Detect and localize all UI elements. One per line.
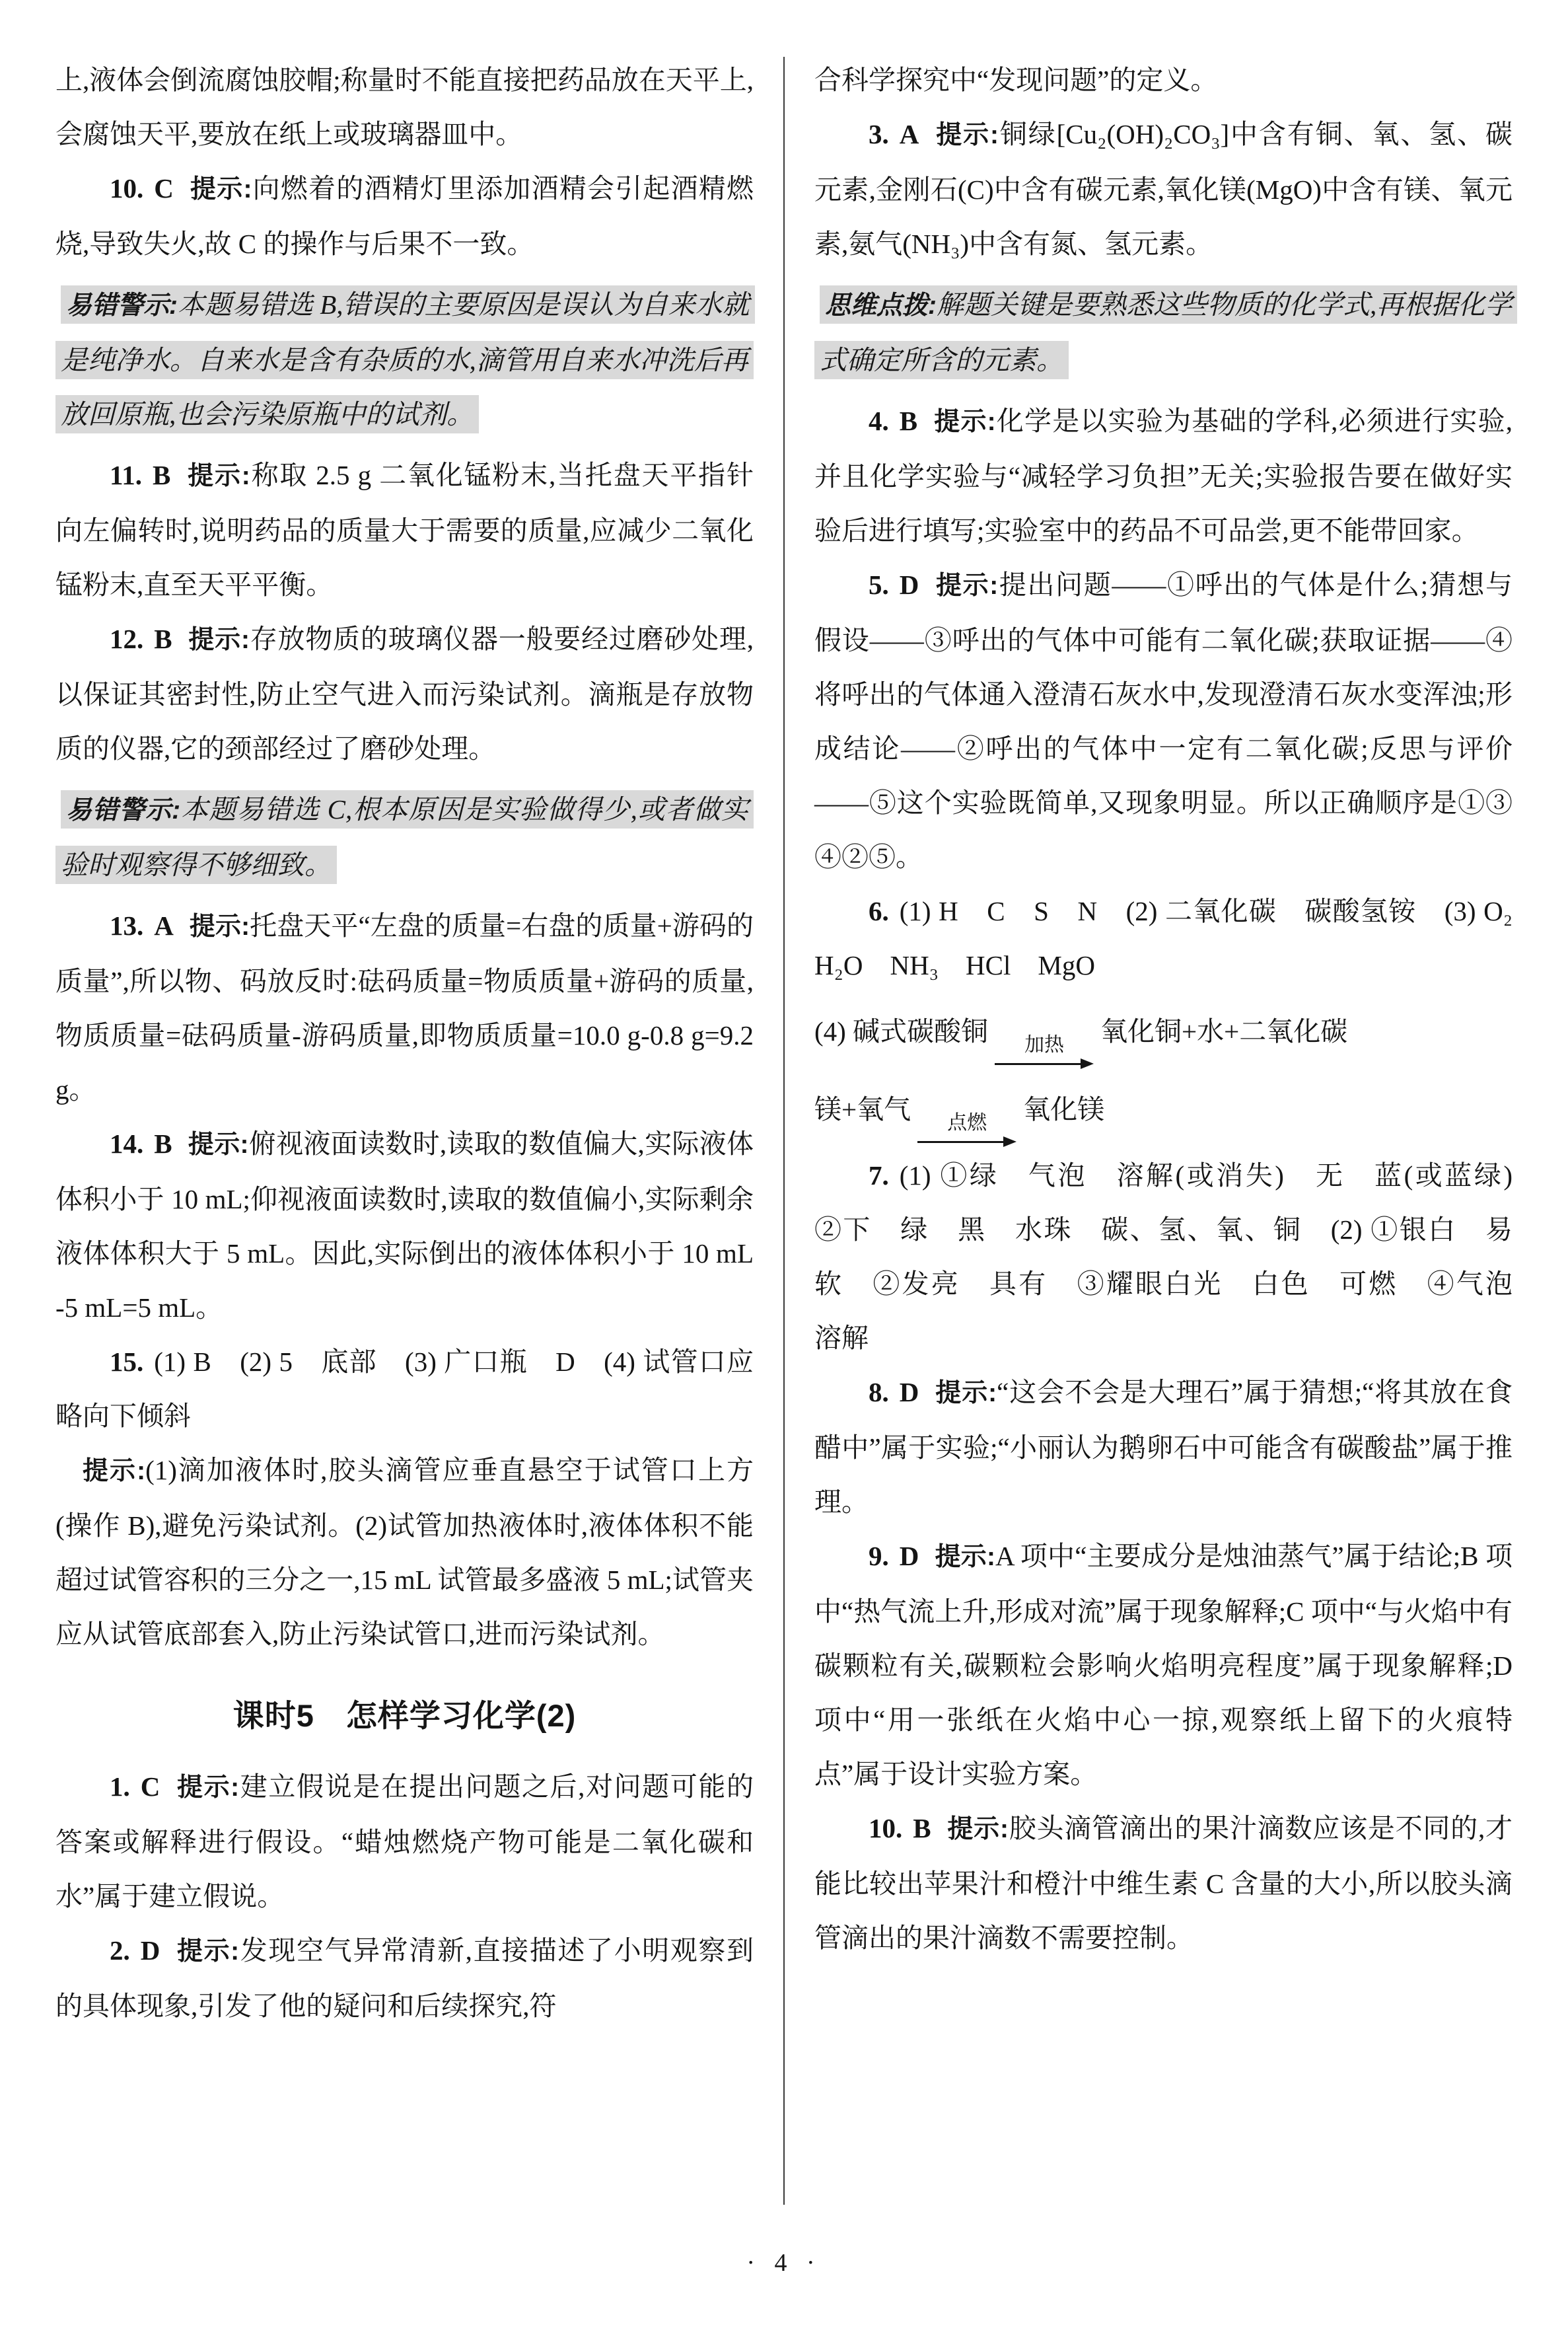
answer-letter: C [140, 1771, 160, 1802]
hint-label: 提示: [188, 626, 250, 654]
hint-label: 提示: [188, 1130, 249, 1159]
hint-label: 提示: [935, 121, 999, 149]
answer-letter: A [154, 910, 174, 941]
answer-text: 化学是以实验为基础的学科,必须进行实验,并且化学实验与“减轻学习负担”无关;实验报告要在做好实验后进行填写;实验室中的药品不可品尝,更不能带回家。 [814, 406, 1513, 546]
right-column [814, 53, 1540, 2225]
answer-letter: B [154, 624, 172, 654]
answer-letter: D [899, 1377, 919, 1407]
hint-label: 提示: [935, 1543, 995, 1571]
equation-reactants: (4) 碱式碳酸铜 [814, 1016, 989, 1047]
answer-text: 胶头滴管滴出的果汁滴数应该是不同的,才能比较出苹果汁和橙汁中维生素 C 含量的大小,所以胶头滴管滴出的果汁滴数不需要控制。 [814, 1813, 1513, 1953]
answer-number: 3. [869, 119, 889, 149]
answer-letter: D [899, 1541, 919, 1571]
answer-number: 6. [869, 896, 889, 926]
answer-item-11 [55, 448, 754, 612]
answer-item-8 [814, 1365, 1513, 1529]
answer-text: 向燃着的酒精灯里添加酒精会引起酒精燃烧,导致失火,故 C 的操作与后果不一致。 [55, 173, 754, 259]
answer-number: 9. [869, 1541, 889, 1571]
hint-label: 提示: [189, 175, 252, 203]
answer-text: 托盘天平“左盘的质量=右盘的质量+游码的质量”,所以物、码放反时:砝码质量=物质质量+游码的质量,物质质量=砝码质量-游码质量,即物质质量=10.0 g-0.8 g=9.2 g。 [55, 910, 754, 1105]
answer-text: 俯视液面读数时,读取的数值偏大,实际液体体积小于 10 mL;仰视液面读数时,读取的数值偏小,实际剩余液体体积大于 5 mL。因此,实际倒出的液体体积小于 10 mL-5 mL=5 mL。 [55, 1128, 754, 1323]
arrow-icon [995, 1058, 1094, 1069]
answer-letter: D [140, 1935, 160, 1966]
continuation-paragraph [55, 53, 754, 161]
answer-number: 11. [110, 460, 142, 490]
thinking-tip-box [814, 277, 1513, 387]
reaction-arrow-icon [917, 1113, 1016, 1147]
answer-text: “这会不会是大理石”属于猜想;“将其放在食醋中”属于实验;“小丽认为鹅卵石中可能含有碳酸盐”属于推理。 [814, 1377, 1513, 1517]
answer-text: 提出问题——①呼出的气体是什么;猜想与假设——③呼出的气体中可能有二氧化碳;获取证据——④将呼出的气体通入澄清石灰水中,发现澄清石灰水变浑浊;形成结论——②呼出的气体中一定有二氧化碳;反思与评价——⑤这个实验既简单,又现象明显。所以正确顺序是①③④②⑤。 [814, 570, 1513, 872]
answer-text: (1) ①绿 气泡 溶解(或消失) 无 蓝(或蓝绿) ②下 绿 黑 水珠 碳、氢、氧、铜 (2) ①银白 易 软 ②发亮 具有 ③耀眼白光 白色 可燃 ④气泡 溶解 [814, 1160, 1540, 1353]
answer-text: 铜绿[Cu₂(OH)₂CO₃]中含有铜、氧、氢、碳元素,金刚石(C)中含有碳元素,氧化镁(MgO)中含有镁、氧元素,氨气(NH₃)中含有氮、氢元素。 [814, 119, 1513, 259]
hint-label: 提示: [83, 1457, 146, 1485]
column-divider [783, 57, 785, 2205]
warning-text: 本题易错选 B,错误的主要原因是误认为自来水就是纯净水。自来水是含有杂质的水,滴管用自来水冲洗后再放回原瓶,也会污染原瓶中的试剂。 [61, 289, 750, 429]
page-number [0, 2231, 1568, 2325]
hint-label: 提示: [935, 572, 999, 600]
answer-text: 称取 2.5 g 二氧化锰粉末,当托盘天平指针向左偏转时,说明药品的质量大于需要的质量,应减少二氧化锰粉末,直至天平平衡。 [55, 460, 754, 600]
arrow-icon [917, 1136, 1016, 1147]
answer-number: 13. [110, 910, 144, 941]
answer-letter: C [154, 173, 174, 203]
answer-letter: B [913, 1813, 931, 1843]
section-heading: 课时5 怎样学习化学(2) [232, 1698, 577, 1733]
answer-item-3 [814, 107, 1513, 271]
error-warning-box [55, 277, 754, 441]
warning-highlight [55, 285, 755, 433]
answer-number: 12. [110, 624, 144, 654]
warning-label: 易错警示: [66, 796, 181, 825]
answer-number: 4. [869, 406, 889, 436]
chemical-equation-line [814, 992, 1513, 1070]
hint-label: 提示: [935, 1379, 997, 1407]
answer-number: 1. [110, 1771, 130, 1802]
hint-text: (1)滴加液体时,胶头滴管应垂直悬空于试管口上方(操作 B),避免污染试剂。(2)试管加热液体时,液体体积不能超过试管容积的三分之一,15 mL 试管最多盛液 5 mL;试管夹应从试管底部套入,防止污染试管口,进而污染试剂。 [55, 1455, 754, 1649]
answer-item-15 [55, 1335, 754, 1443]
equation-products: 氧化镁 [1023, 1094, 1105, 1125]
answer-item-5 [814, 558, 1513, 884]
answer-letter: B [899, 406, 918, 436]
hint-label: 提示: [189, 912, 250, 941]
chemical-equation-line [814, 1070, 1513, 1148]
hint-label: 提示: [933, 408, 996, 436]
answer-number: 5. [869, 570, 889, 600]
tip-label: 思维点拨: [825, 291, 937, 320]
reaction-condition: 点燃 [947, 1112, 987, 1134]
page-number-text: · 4 · [746, 2249, 822, 2277]
answer-letter: A [899, 119, 919, 149]
answer-item-6 [814, 884, 1540, 992]
answer-text: (1) H C S N (2) 二氧化碳 碳酸氢铵 (3) O₂ H₂O NH₃ HCl MgO [814, 896, 1540, 980]
answer-item-7 [814, 1148, 1540, 1365]
answer-number: 10. [869, 1813, 903, 1843]
reaction-condition: 加热 [1024, 1034, 1065, 1056]
equation-reactants: 镁+氧气 [814, 1094, 911, 1125]
warning-highlight [55, 790, 754, 884]
answer-text: 建立假说是在提出问题之后,对问题可能的答案或解释进行假设。“蜡烛燃烧产物可能是二氧化碳和水”属于建立假说。 [55, 1771, 754, 1911]
warning-text: 本题易错选 C,根本原因是实验做得少,或者做实验时观察得不够细致。 [61, 794, 748, 880]
tip-text: 解题关键是要熟悉这些物质的化学式,再根据化学式确定所含的元素。 [820, 289, 1513, 375]
error-warning-box [55, 782, 754, 892]
answer-number: 2. [110, 1935, 130, 1966]
answer-number: 7. [869, 1160, 889, 1191]
answer-number: 14. [110, 1128, 144, 1159]
answer-text: 发现空气异常清新,直接描述了小明观察到的具体现象,引发了他的疑问和后续探究,符 [55, 1935, 754, 2021]
answer-letter: B [153, 460, 171, 490]
paragraph-text: 上,液体会倒流腐蚀胶帽;称量时不能直接把药品放在天平上,会腐蚀天平,要放在纸上或玻璃器皿中。 [55, 65, 754, 149]
left-column [55, 53, 754, 2225]
hint-label: 提示: [186, 462, 250, 490]
hint-label: 提示: [946, 1815, 1009, 1843]
answer-item-13 [55, 899, 754, 1117]
answer-text: (1) B (2) 5 底部 (3) 广口瓶 D (4) 试管口应略向下倾斜 [55, 1347, 754, 1431]
answer-item-10 [814, 1801, 1513, 1965]
answer-item-4 [814, 394, 1513, 558]
answer-letter: B [154, 1128, 172, 1159]
answer-item-12 [55, 612, 754, 776]
reaction-arrow-icon [995, 1035, 1094, 1069]
answer-item-1 [55, 1759, 754, 1923]
answer-text: A 项中“主要成分是烛油蒸气”属于结论;B 项中“热气流上升,形成对流”属于现象解释;C 项中“与火焰中有碳颗粒有关,碳颗粒会影响火焰明亮程度”属于现象解释;D 项中“用一张纸在火焰中心一掠,观察纸上留下的火痕特点”属于设计实验方案。 [814, 1541, 1513, 1789]
answer-item-10 [55, 161, 754, 271]
hint-paragraph [55, 1443, 754, 1661]
hint-label: 提示: [176, 1937, 240, 1966]
answer-letter: D [899, 570, 919, 600]
answer-number: 8. [869, 1377, 889, 1407]
answer-item-2 [55, 1923, 754, 2033]
answer-number: 15. [110, 1347, 144, 1377]
hint-label: 提示: [176, 1773, 240, 1802]
tip-highlight [814, 285, 1517, 379]
answer-number: 10. [110, 173, 144, 203]
continuation-paragraph [814, 53, 1513, 107]
paragraph-text: 合科学探究中“发现问题”的定义。 [814, 65, 1218, 95]
warning-label: 易错警示: [66, 291, 178, 320]
answer-item-9 [814, 1529, 1513, 1801]
answer-item-14 [55, 1117, 754, 1335]
equation-products: 氧化铜+水+二氧化碳 [1100, 1016, 1348, 1047]
answer-text: 存放物质的玻璃仪器一般要经过磨砂处理,以保证其密封性,防止空气进入而污染试剂。滴瓶是存放物质的仪器,它的颈部经过了磨砂处理。 [55, 624, 754, 764]
